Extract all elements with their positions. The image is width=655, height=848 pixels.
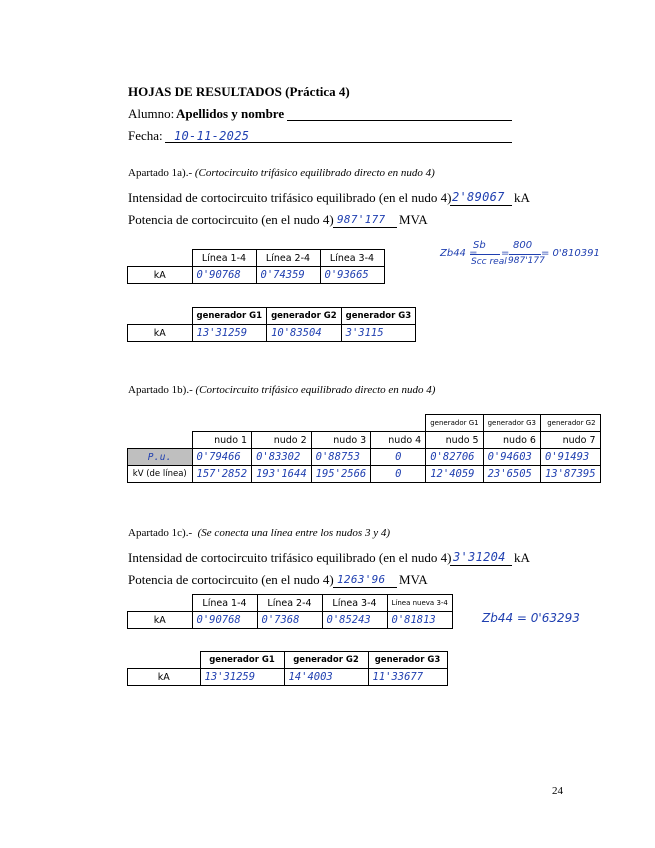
a1-potencia-unit: MVA: [399, 212, 428, 227]
c1-lineas-table: [127, 594, 453, 629]
c1-lineas-cell: 0'85243: [322, 612, 387, 629]
b1-row2-cell: 0: [371, 466, 426, 483]
c1-gen-cell: 13'31259: [200, 669, 284, 686]
b1-nudo-header: nudo 2: [252, 432, 312, 449]
alumno-label: Alumno:: [128, 106, 175, 121]
a1-note-result: = 0'810391: [541, 248, 600, 259]
b1-row1-cell: 0'83302: [252, 449, 312, 466]
b1-row1-cell: 0'94603: [483, 449, 540, 466]
a1-gen-table: [127, 307, 416, 342]
a1-lineas-header: Línea 3-4: [320, 250, 384, 267]
b1-row2-cell: 23'6505: [483, 466, 540, 483]
a1-note-sb: Sb: [473, 240, 486, 251]
b1-gen-top: generador G3: [483, 415, 540, 432]
b1-row1-cell: 0'82706: [426, 449, 483, 466]
page-number: 24: [552, 785, 563, 797]
b1-row1-label: P.u.: [128, 449, 193, 466]
b1-row2-label: kV (de línea): [128, 466, 193, 483]
a1-lineas-header: Línea 2-4: [256, 250, 320, 267]
c1-note-zb: Zb44 = 0'63293: [482, 611, 580, 625]
c1-intensidad-underline: [450, 565, 512, 566]
a1-lineas-cell: 0'93665: [320, 267, 384, 284]
b1-row1-cell: 0'88753: [311, 449, 371, 466]
c1-intensidad-unit: kA: [514, 550, 530, 565]
b1-row2-cell: 157'2852: [192, 466, 252, 483]
c1-intensidad-value: 3'31204: [453, 550, 506, 564]
c1-lineas-header: Línea 3-4: [322, 595, 387, 612]
a1-lineas-table: [127, 249, 385, 284]
c1-gen-header: generador G3: [368, 652, 447, 669]
a1-intensidad-unit: kA: [514, 190, 530, 205]
a1-intensidad-underline: [450, 205, 512, 206]
c1-heading: Apartado 1c).- (Se conecta una línea entre los nudos 3 y 4): [128, 527, 390, 539]
a1-note-zb: Zb44 =: [440, 248, 478, 259]
a1-lineas-header: Línea 1-4: [192, 250, 256, 267]
a1-note-fraction-line-2: [509, 254, 541, 255]
fecha-value: 10-11-2025: [174, 129, 250, 143]
a1-note-fraction-line-1: [470, 254, 500, 255]
c1-lineas-header: Línea 1-4: [192, 595, 257, 612]
c1-potencia-unit: MVA: [399, 572, 428, 587]
a1-heading: Apartado 1a).- (Cortocircuito trifásico equilibrado directo en nudo 4): [128, 167, 435, 179]
a1-gen-header: generador G3: [341, 308, 416, 325]
b1-row1-cell: 0: [371, 449, 426, 466]
b1-row2-cell: 13'87395: [540, 466, 600, 483]
c1-gen-header: generador G1: [200, 652, 284, 669]
b1-gen-top: generador G1: [426, 415, 483, 432]
a1-potencia-underline: [333, 227, 397, 228]
c1-gen-cell: 11'33677: [368, 669, 447, 686]
c1-gen-rowlabel: kA: [128, 669, 201, 686]
c1-lineas-header: Línea nueva 3-4: [387, 595, 452, 612]
a1-gen-header: generador G2: [267, 308, 342, 325]
a1-potencia-value: 987'177: [337, 213, 386, 226]
a1-gen-cell: 3'3115: [341, 325, 416, 342]
b1-gen-top: generador G2: [540, 415, 600, 432]
a1-lineas-cell: 0'74359: [256, 267, 320, 284]
b1-nudo-header: nudo 7: [540, 432, 600, 449]
b1-row1-cell: 0'91493: [540, 449, 600, 466]
b1-nudo-header: nudo 6: [483, 432, 540, 449]
c1-intensidad-label: Intensidad de cortocircuito trifásico equilibrado (en el nudo 4): [128, 550, 452, 565]
b1-row2-cell: 12'4059: [426, 466, 483, 483]
a1-note-800: 800: [513, 240, 533, 251]
b1-nudo-header: nudo 5: [426, 432, 483, 449]
b1-nudo-header: nudo 4: [371, 432, 426, 449]
c1-gen-table: [127, 651, 448, 686]
a1-lineas-cell: 0'90768: [192, 267, 256, 284]
a1-gen-cell: 13'31259: [192, 325, 267, 342]
b1-row1-cell: 0'79466: [192, 449, 252, 466]
b1-nudo-header: nudo 1: [192, 432, 252, 449]
c1-gen-header: generador G2: [284, 652, 368, 669]
a1-gen-header: generador G1: [192, 308, 267, 325]
a1-note-scc: Scc real: [471, 257, 507, 267]
page-title: HOJAS DE RESULTADOS (Práctica 4): [128, 84, 350, 99]
b1-nudos-table: [127, 414, 601, 483]
a1-intensidad-value: 2'89067: [452, 190, 505, 204]
alumno-underline: [287, 120, 512, 121]
c1-lineas-header: Línea 2-4: [257, 595, 322, 612]
c1-lineas-cell: 0'7368: [257, 612, 322, 629]
c1-potencia-value: 1263'96: [337, 573, 386, 586]
a1-lineas-rowlabel: kA: [128, 267, 193, 284]
c1-lineas-rowlabel: kA: [128, 612, 193, 629]
b1-row2-cell: 193'1644: [252, 466, 312, 483]
b1-heading: Apartado 1b).- (Cortocircuito trifásico equilibrado directo en nudo 4): [128, 384, 436, 396]
c1-lineas-cell: 0'81813: [387, 612, 452, 629]
b1-nudo-header: nudo 3: [311, 432, 371, 449]
fecha-label: Fecha:: [128, 128, 163, 143]
a1-potencia-label: Potencia de cortocircuito (en el nudo 4): [128, 212, 334, 227]
a1-gen-cell: 10'83504: [267, 325, 342, 342]
b1-row2-cell: 195'2566: [311, 466, 371, 483]
c1-potencia-underline: [333, 587, 397, 588]
a1-note-scc-value: 987'177: [508, 256, 545, 266]
c1-gen-cell: 14'4003: [284, 669, 368, 686]
c1-potencia-label: Potencia de cortocircuito (en el nudo 4): [128, 572, 334, 587]
alumno-value: Apellidos y nombre: [176, 106, 285, 121]
a1-note-eq: =: [501, 248, 510, 259]
a1-intensidad-label: Intensidad de cortocircuito trifásico equilibrado (en el nudo 4): [128, 190, 452, 205]
a1-gen-rowlabel: kA: [128, 325, 193, 342]
c1-lineas-cell: 0'90768: [192, 612, 257, 629]
